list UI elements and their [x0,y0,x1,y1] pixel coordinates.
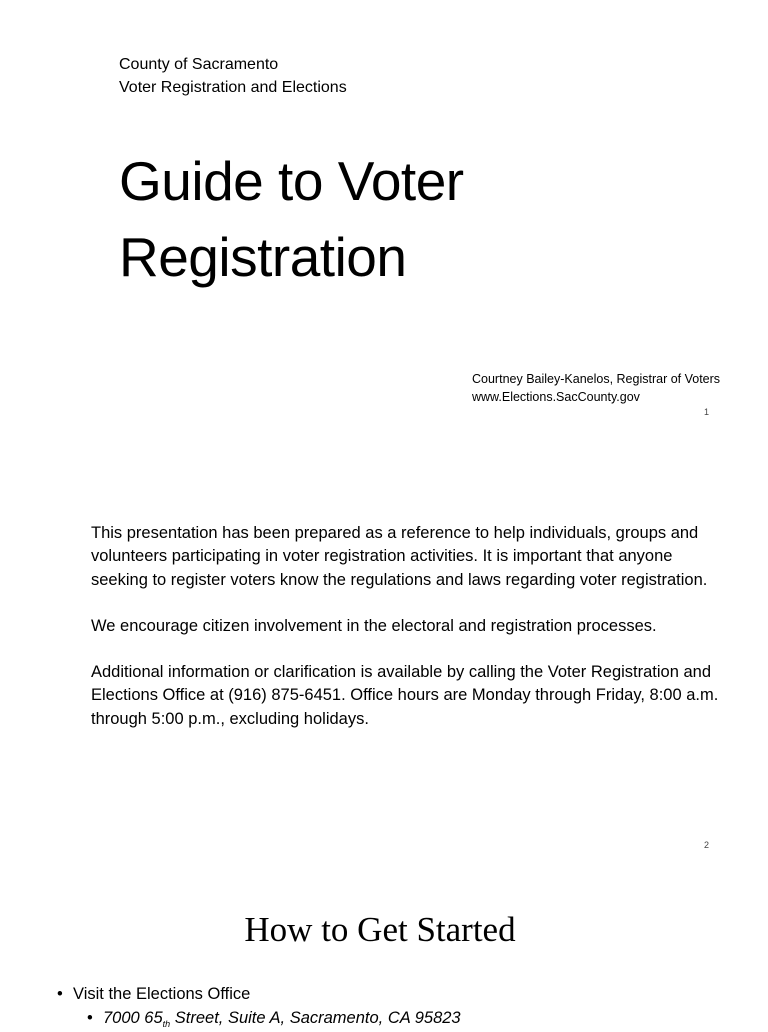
bullet-icon: • [87,1009,93,1027]
intro-paragraph: We encourage citizen involvement in the electoral and registration processes. [91,616,657,635]
section-heading: How to Get Started [244,910,516,949]
author-block [472,370,720,406]
county-name: County of Sacramento [119,56,279,73]
organization-header [119,53,347,99]
bullet-icon: • [57,985,63,1003]
page-number: 2 [704,840,710,850]
department-name: Voter Registration and Elections [119,79,347,96]
intro-text [91,522,731,731]
sub-list-item [57,1007,461,1032]
address-rest: Street, Suite A, Sacramento, CA 95823 [170,1009,461,1027]
title-line-1: Guide to Voter [119,150,464,212]
website-text: www.Elections.SacCounty.gov [472,390,640,404]
address-text [103,1007,461,1032]
ordinal-suffix: th [162,1019,171,1029]
page-number: 1 [704,407,710,417]
page-title [119,143,464,295]
bullet-text: Visit the Elections Office [73,985,251,1003]
intro-paragraph: This presentation has been prepared as a reference to help individuals, groups and volunteers participating in voter registration activities. It is important that anyone seeking to register voters know the regulations and laws regarding voter registration. [91,524,708,589]
author-name: Courtney Bailey-Kanelos, Registrar of Voters [472,372,721,386]
intro-paragraph: Additional information or clarification is available by calling the Voter Registration and Elections Office at (916) 875-6451. Office hours are Monday through Friday, 8:00 a.m. through 5:00 p.m., excluding holidays. [91,663,719,728]
address-number: 7000 65 [103,1009,163,1027]
title-line-2: Registration [119,226,407,288]
bullet-list [57,983,461,1032]
list-item [57,983,461,1006]
